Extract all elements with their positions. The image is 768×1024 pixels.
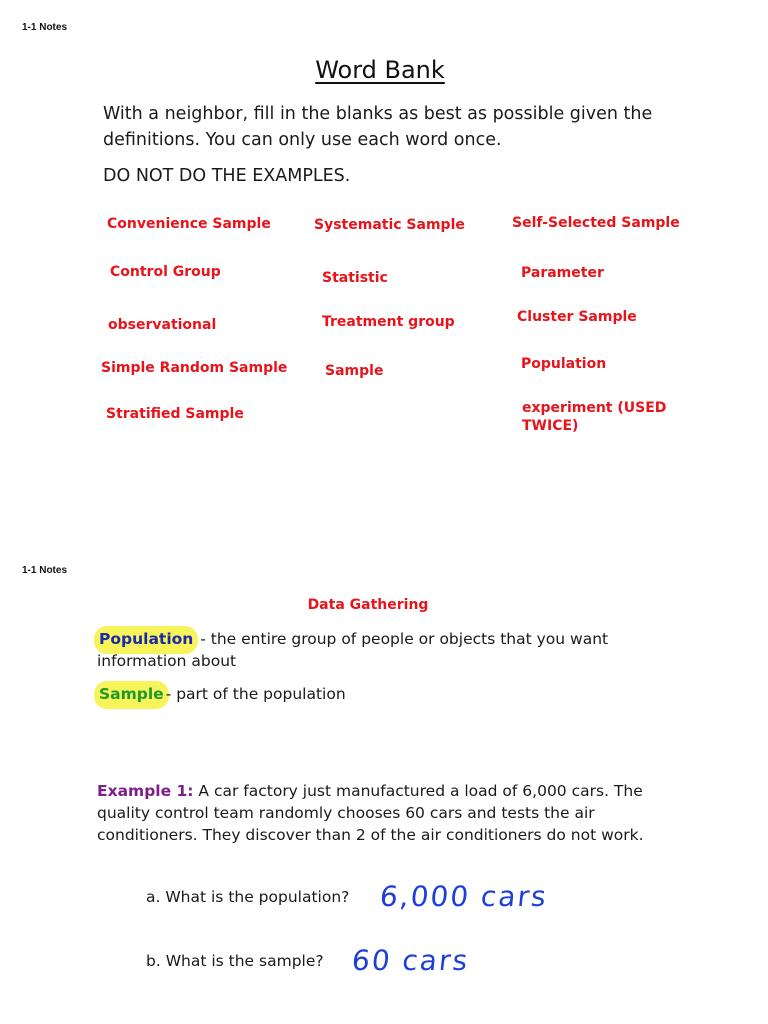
word-bank-item: observational — [108, 317, 217, 333]
word-bank-item: Cluster Sample — [517, 309, 637, 325]
word-bank-item: Stratified Sample — [106, 406, 244, 422]
page-title: Word Bank — [315, 56, 445, 84]
handwritten-answer: 6,000 cars — [378, 880, 550, 913]
word-bank-item: Simple Random Sample — [101, 360, 288, 376]
sample-term: Sample — [97, 684, 166, 706]
population-term: Population — [97, 629, 195, 651]
word-bank-item: Statistic — [322, 270, 388, 286]
example-line-1 — [97, 780, 643, 802]
handwritten-answer: 60 cars — [350, 944, 471, 977]
example-label: Example 1: — [97, 782, 194, 800]
sample-definition — [97, 683, 346, 705]
example-line-3: conditioners. They discover than 2 of the air conditioners do not work. — [97, 826, 644, 844]
population-def-line-2: information about — [97, 652, 237, 670]
population-definition — [97, 628, 608, 650]
word-bank-item: Treatment group — [322, 314, 455, 330]
word-bank-item: Self-Selected Sample — [512, 215, 680, 231]
instructions-line-1: With a neighbor, fill in the blanks as best as possible given the — [103, 104, 653, 124]
question-sample: b. What is the sample? — [146, 952, 324, 970]
example-text: A car factory just manufactured a load of 6,000 cars. The — [193, 782, 643, 800]
word-bank-item: TWICE) — [522, 418, 579, 434]
question-population: a. What is the population? — [146, 888, 350, 906]
word-bank-item: Systematic Sample — [314, 217, 465, 233]
instructions-line-2: definitions. You can only use each word once. — [103, 130, 502, 150]
page-header: 1-1 Notes — [22, 22, 68, 33]
example-line-2: quality control team randomly chooses 60 cars and tests the air — [97, 804, 595, 822]
section-title: Data Gathering — [307, 597, 429, 613]
word-bank-item: experiment (USED — [522, 400, 667, 416]
word-bank-item: Convenience Sample — [107, 216, 271, 232]
word-bank-item: Sample — [325, 363, 384, 379]
word-bank-item: Parameter — [521, 265, 604, 281]
instructions-warning: DO NOT DO THE EXAMPLES. — [103, 166, 351, 186]
word-bank-item: Control Group — [110, 264, 221, 280]
sample-def-text: - part of the population — [165, 685, 346, 703]
population-def-text: - the entire group of people or objects that you want — [195, 630, 609, 648]
word-bank-item: Population — [521, 356, 607, 372]
page-header: 1-1 Notes — [22, 565, 68, 576]
